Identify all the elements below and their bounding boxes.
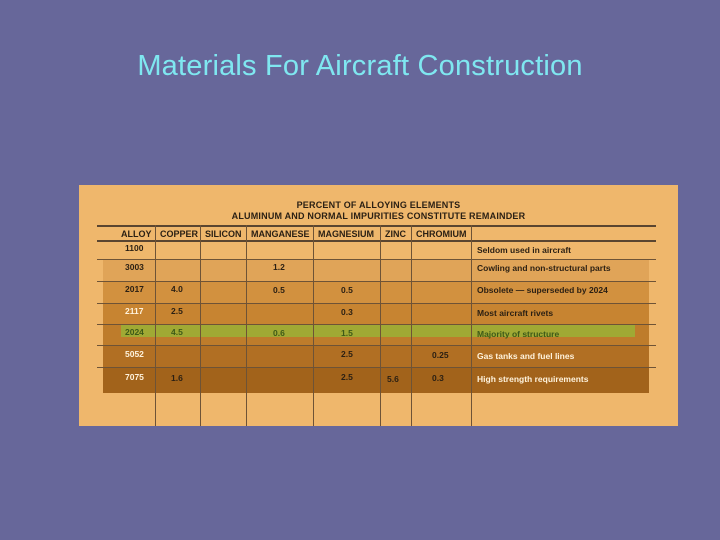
- cell-use: Seldom used in aircraft: [477, 245, 571, 255]
- cell-manganese: 0.5: [273, 285, 285, 295]
- cell-copper: 2.5: [171, 306, 183, 316]
- col-header-alloy: ALLOY: [121, 229, 152, 239]
- cell-manganese: 0.6: [273, 328, 285, 338]
- cell-zinc: 5.6: [387, 374, 399, 384]
- table-subheading: ALUMINUM AND NORMAL IMPURITIES CONSTITUTE REMAINDER: [231, 211, 526, 221]
- row-divider: [97, 281, 656, 282]
- alloy-table-figure: [79, 185, 678, 426]
- cell-use: Most aircraft rivets: [477, 308, 554, 318]
- row-divider: [97, 303, 656, 304]
- col-header-silicon: SILICON: [205, 229, 242, 239]
- cell-alloy: 5052: [125, 349, 144, 359]
- cell-copper: 4.0: [171, 284, 183, 294]
- column-divider: [313, 225, 314, 426]
- column-divider: [155, 225, 156, 426]
- col-header-zinc: ZINC: [385, 229, 406, 239]
- cell-magnesium: 1.5: [341, 328, 353, 338]
- cell-chromium: 0.3: [432, 373, 444, 383]
- column-divider: [246, 225, 247, 426]
- cell-magnesium: 0.5: [341, 285, 353, 295]
- cell-alloy: 7075: [125, 372, 144, 382]
- column-divider: [411, 225, 412, 426]
- cell-manganese: 1.2: [273, 262, 285, 272]
- cell-alloy: 2117: [125, 306, 144, 316]
- cell-chromium: 0.25: [432, 350, 449, 360]
- col-header-manganese: MANGANESE: [251, 229, 310, 239]
- row-divider: [97, 259, 656, 260]
- cell-use: Majority of structure: [477, 329, 560, 339]
- cell-alloy: 2024: [125, 327, 144, 337]
- cell-alloy: 2017: [125, 284, 144, 294]
- cell-use: Obsolete — superseded by 2024: [477, 285, 608, 295]
- column-divider: [200, 225, 201, 426]
- col-header-magnesium: MAGNESIUM: [318, 229, 374, 239]
- column-divider: [471, 225, 472, 426]
- row-divider: [97, 345, 656, 346]
- row-divider: [97, 324, 656, 325]
- column-divider: [380, 225, 381, 426]
- cell-magnesium: 2.5: [341, 349, 353, 359]
- col-header-chromium: CHROMIUM: [416, 229, 467, 239]
- cell-use: Cowling and non-structural parts: [477, 263, 611, 273]
- cell-copper: 4.5: [171, 327, 183, 337]
- cell-use: High strength requirements: [477, 374, 589, 384]
- cell-alloy: 1100: [125, 243, 144, 253]
- row-band: [103, 303, 649, 324]
- slide-title: Materials For Aircraft Construction: [137, 50, 583, 82]
- cell-alloy: 3003: [125, 262, 144, 272]
- row-divider: [97, 367, 656, 368]
- col-header-copper: COPPER: [160, 229, 199, 239]
- cell-copper: 1.6: [171, 373, 183, 383]
- cell-use: Gas tanks and fuel lines: [477, 351, 575, 361]
- cell-magnesium: 0.3: [341, 307, 353, 317]
- cell-magnesium: 2.5: [341, 372, 353, 382]
- table-heading: PERCENT OF ALLOYING ELEMENTS: [296, 200, 461, 210]
